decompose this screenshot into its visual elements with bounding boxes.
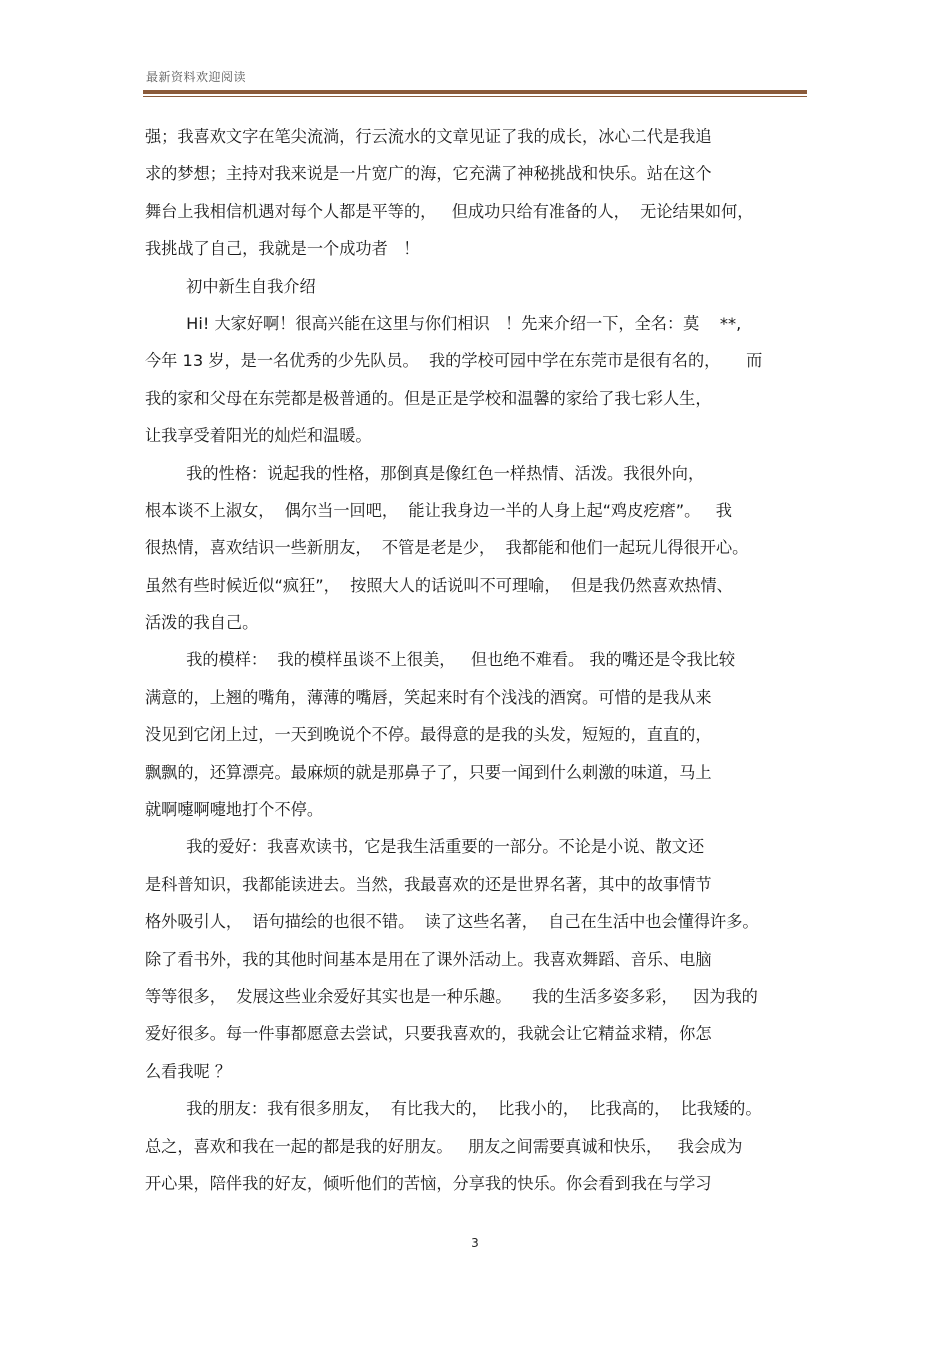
text-line: 我挑战了自己，我就是一个成功者 ！ xyxy=(145,239,420,259)
text-line: 初中新生自我介绍 xyxy=(145,276,316,296)
text-line: 让我享受着阳光的灿烂和温暖。 xyxy=(145,426,372,446)
text-line: 就啊嚏啊嚏地打个不停。 xyxy=(145,800,324,820)
text-line: 求的梦想；主持对我来说是一片宽广的海，它充满了神秘挑战和快乐。站在这个 xyxy=(145,164,712,184)
text-line: 是科普知识，我都能读进去。当然，我最喜欢的还是世界名著，其中的故事情节 xyxy=(145,874,712,894)
text-line: 我的朋友：我有很多朋友， 有比我大的， 比我小的， 比我高的， 比我矮的。 xyxy=(145,1099,762,1119)
text-line: 除了看书外，我的其他时间基本是用在了课外活动上。我喜欢舞蹈、音乐、电脑 xyxy=(145,949,712,969)
text-line: 虽然有些时候近似“疯狂”， 按照大人的话说叫不可理喻， 但是我仍然喜欢热情、 xyxy=(145,575,733,595)
running-header: 最新资料欢迎阅读 xyxy=(146,70,247,84)
text-line: 爱好很多。每一件事都愿意去尝试，只要我喜欢的，我就会让它精益求精，你怎 xyxy=(145,1024,712,1044)
text-line: 飘飘的，还算漂亮。最麻烦的就是那鼻子了，只要一闻到什么刺激的味道，马上 xyxy=(145,762,712,782)
text-line: 总之，喜欢和我在一起的都是我的好朋友。 朋友之间需要真诚和快乐， 我会成为 xyxy=(145,1136,743,1156)
text-line: 舞台上我相信机遇对每个人都是平等的， 但成功只给有准备的人， 无论结果如何， xyxy=(145,201,754,221)
text-line: 满意的，上翘的嘴角，薄薄的嘴唇，笑起来时有个浅浅的酒窝。可惜的是我从来 xyxy=(145,687,712,707)
text-line: 我的性格：说起我的性格，那倒真是像红色一样热情、活泼。我很外向， xyxy=(145,463,705,483)
header-divider-thin xyxy=(143,96,807,97)
text-line: 我的模样： 我的模样虽谈不上很美， 但也绝不难看。 我的嘴还是令我比较 xyxy=(145,650,736,670)
text-line: 我的爱好：我喜欢读书，它是我生活重要的一部分。不论是小说、散文还 xyxy=(145,837,705,857)
text-line: 没见到它闭上过，一天到晚说个不停。最得意的是我的头发，短短的，直直的， xyxy=(145,725,712,745)
text-line: 很热情，喜欢结识一些新朋友， 不管是老是少， 我都能和他们一起玩儿得很开心。 xyxy=(145,538,749,558)
body-text xyxy=(145,118,810,1202)
text-line: 么看我呢 ？ xyxy=(145,1061,232,1081)
text-line: 强；我喜欢文字在笔尖流淌，行云流水的文章见证了我的成长，冰心二代是我追 xyxy=(145,127,712,146)
page-number: 3 xyxy=(471,1236,479,1250)
text-line: 今年 13 岁，是一名优秀的少先队员。 我的学校可园中学在东莞市是很有名的， 而 xyxy=(145,351,763,371)
text-line: 我的家和父母在东莞都是极普通的。但是正是学校和温馨的家给了我七彩人生， xyxy=(145,388,712,408)
text-line: 等等很多， 发展这些业余爱好其实也是一种乐趣。 我的生活多姿多彩， 因为我的 xyxy=(145,986,758,1006)
text-line: 活泼的我自己。 xyxy=(145,613,259,633)
text-line: 开心果，陪伴我的好友，倾听他们的苦恼，分享我的快乐。你会看到我在与学习 xyxy=(145,1173,712,1193)
text-line: Hi! 大家好啊！很高兴能在这里与你们相识 ！先来介绍一下，全名：莫 **, xyxy=(145,313,742,333)
text-line: 根本谈不上淑女， 偶尔当一回吧， 能让我身边一半的人身上起“鸡皮疙瘩”。 我 xyxy=(145,500,732,520)
text-line: 格外吸引人， 语句描绘的也很不错。 读了这些名著， 自己在生活中也会懂得许多。 xyxy=(145,912,759,932)
header-divider xyxy=(143,90,807,94)
